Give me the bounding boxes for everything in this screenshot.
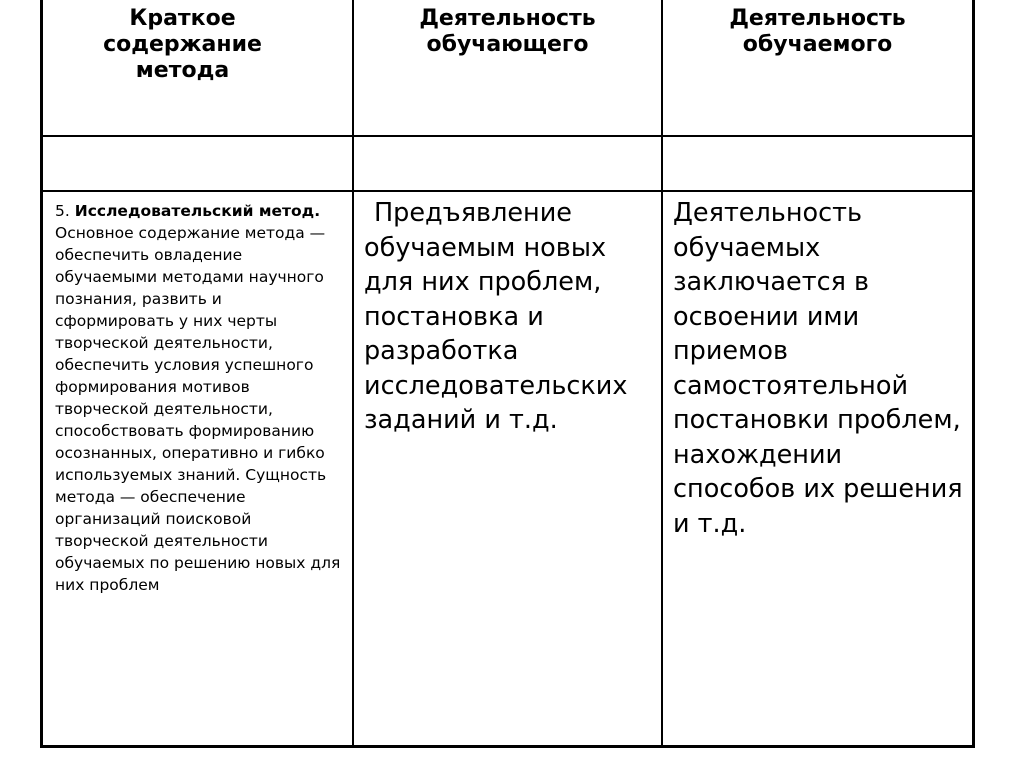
- table-row: [42, 191, 974, 747]
- learner-activity: Деятельность обучаемых заключается в освоении ими приемов самостоятельной постановки проблем, нахождении способов их решения и т.д.: [673, 198, 963, 539]
- header-cell-learner: [662, 0, 974, 136]
- method-number: 5.: [55, 202, 70, 220]
- header-cell-summary: [42, 0, 354, 136]
- table-header-row: [42, 0, 974, 136]
- methods-table: [40, 0, 975, 748]
- empty-row: [42, 136, 974, 191]
- empty-cell: [662, 136, 974, 191]
- header-summary: Краткое содержание метода: [103, 6, 262, 83]
- method-description: Основное содержание метода — обеспечить овладение обучаемыми методами научного познания, развить и сформировать у них черты творческой деятельности, обеспечить условия успешного формирования мотивов творческой деятельности, способствовать формированию осознанных, оперативно и гибко используемых знаний. Сущность метода — обеспечение организаций поисковой творческой деятельности обучаемых по решению новых для них проблем: [55, 224, 341, 594]
- empty-cell: [42, 136, 354, 191]
- header-teacher-activity: Деятельность обучающего: [419, 6, 596, 57]
- learner-activity-cell: [662, 191, 974, 747]
- method-summary: [43, 192, 352, 596]
- method-summary-cell: [42, 191, 354, 747]
- method-title: Исследовательский метод.: [74, 202, 321, 220]
- teacher-activity: Предъявление обучаемым новых для них проблем, постановка и разработка исследовательских заданий и т.д.: [364, 198, 628, 435]
- empty-cell: [353, 136, 662, 191]
- header-cell-teacher: [353, 0, 662, 136]
- teacher-activity-cell: [353, 191, 662, 747]
- header-learner-activity: Деятельность обучаемого: [729, 6, 906, 57]
